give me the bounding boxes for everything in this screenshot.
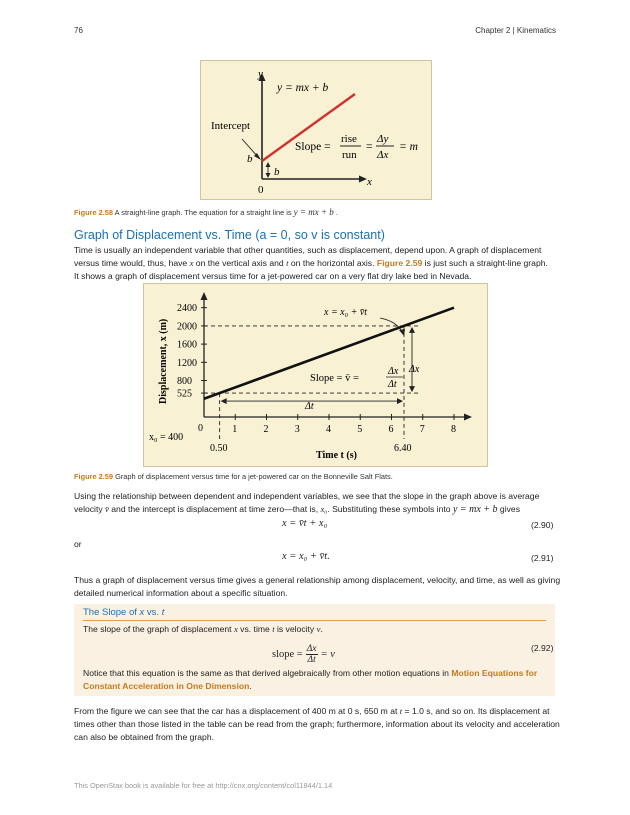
paragraph-line: It shows a graph of displacement versus time for a jet-powered car on a very flat dry lake bed in Nevada. (74, 271, 472, 281)
origin-label: 0 (258, 184, 264, 196)
delta-x-arrowhead-top (409, 327, 415, 333)
note-box (74, 604, 555, 696)
paragraph-line: Thus a graph of displacement versus time gives a general relationship among displacement, velocity, and time, as well as giving (74, 575, 561, 585)
figure-2-59 (143, 283, 488, 467)
line-equation: y = mx + b (277, 82, 329, 94)
figure-2-58 (200, 60, 432, 200)
delta-x-arrowhead-bottom (409, 386, 415, 392)
paragraph-line: can also be obtained from the graph. (74, 732, 214, 742)
caption-end: . (333, 208, 338, 217)
paragraph-line: versus time would, thus, have x on the vertical axis and t on the horizontal axis. Figure 2.59 is just such a straight-line graph. (74, 258, 548, 268)
line-graph-diagram (201, 61, 431, 199)
chart-delta-t-bottom: Δt (305, 401, 314, 412)
rise-label: rise (341, 133, 357, 145)
paragraph-line: Using the relationship between dependent and independent variables, we see that the slope in the graph above is average (74, 491, 540, 501)
y-tick-label: 1200 (177, 357, 197, 369)
section-title: Graph of Displacement vs. Time (a = 0, so v is constant) (74, 228, 385, 242)
x-tick-label: 4 (326, 424, 331, 435)
chart-t050-label: 0.50 (210, 443, 228, 454)
chart-x-axis-title: Time t (s) (316, 450, 357, 461)
chart-slope-dt: Δt (388, 379, 397, 390)
b-label-left: b (247, 153, 253, 165)
caption-figure-label: Figure 2.59 (74, 472, 114, 481)
paragraph-line: Time is usually an independent variable that other quantities, such as displacement, depend upon. A graph of displacement (74, 245, 542, 255)
m-label: = m (399, 141, 418, 153)
note-paragraph: Notice that this equation is the same as that derived algebraically from other motion equations in Motion Equations for Constant Acceleration in One Dimension. (83, 668, 538, 691)
chart-t640-label: 6.40 (394, 443, 412, 454)
note-line-1: The slope of the graph of displacement x vs. time t is velocity v. (83, 624, 323, 634)
y-tick-label: 800 (177, 376, 192, 388)
chart-y-axis-title: Displacement, x (m) (158, 318, 169, 404)
caption-figure-label: Figure 2.58 (74, 208, 114, 217)
equation-number-2-92: (2.92) (531, 643, 554, 653)
paragraph-line: velocity v̄ and the intercept is displacement at time zero—that is, x₀. Substituting these symbols into y = mx + b gives (74, 504, 520, 515)
figure-2-58-caption (74, 207, 338, 217)
note-divider (83, 620, 546, 621)
x-tick-label: 7 (419, 424, 425, 435)
y-tick-label: 2000 (177, 321, 197, 333)
paragraph-slope-intercept (74, 490, 574, 516)
paragraph-line: times other than those listed in the table can be read from the graph; furthermore, information about its velocity and acceleration (74, 719, 560, 729)
y-axis-label: y (258, 68, 263, 80)
paragraph-general-relationship (74, 574, 574, 600)
x-tick-label: 6 (388, 424, 394, 435)
chart-x0-label: x₀ = 400 (149, 432, 184, 443)
note-title: The Slope of x vs. t (83, 607, 165, 618)
equation-number-2-91: (2.91) (531, 553, 554, 563)
delta-t-arrowhead-left (221, 398, 227, 404)
or-text: or (74, 539, 82, 549)
chart-slope-dx: Δx (388, 366, 399, 377)
chart-slope-label: Slope = v̄ = (310, 373, 359, 384)
chart-line-equation: x = x₀ + v̄t (324, 307, 368, 318)
paragraph-line: detailed numerical information about a specific situation. (74, 588, 288, 598)
y-tick-label: 1600 (177, 339, 197, 351)
footer-text: This OpenStax book is available for free at http://cnx.org/content/col11844/1.14 (74, 781, 333, 790)
caption-text: Graph of displacement versus time for a jet-powered car on the Bonneville Salt Flats. (113, 472, 393, 481)
run-label: run (342, 149, 357, 161)
equation-2-91: x = x₀ + v̄t. (282, 551, 330, 562)
equation-2-92: slope = $\frac{\Delta x}{\Delta t}$ = v (272, 644, 335, 665)
figure-2-59-caption (74, 472, 393, 481)
caption-text: A straight-line graph. The equation for a straight line is (113, 208, 294, 217)
paragraph-reading-graph (74, 705, 574, 744)
intercept-label: Intercept (211, 120, 251, 132)
slope-label: Slope = (295, 141, 331, 153)
chart-delta-x-side: Δx (409, 364, 420, 375)
chart-origin-label: 0 (198, 423, 203, 434)
delta-t-arrowhead-right (397, 398, 403, 404)
x-tick-label: 3 (294, 424, 300, 435)
paragraph-line: From the figure we can see that the car has a displacement of 400 m at 0 s, 650 m at t = 1.0 s, and so on. Its displacement at (74, 706, 550, 716)
equation-2-90: x = v̄t + x₀ (282, 518, 328, 529)
paragraph-intro (74, 244, 574, 283)
delta-y-label: Δy (377, 133, 389, 145)
motion-equations-link[interactable]: Motion Equations for (451, 668, 538, 678)
caption-formula: y = mx + b (293, 207, 334, 217)
equals-sign: = (366, 141, 373, 153)
y-tick-label: 525 (177, 388, 192, 400)
chapter-title: Chapter 2 | Kinematics (475, 26, 556, 35)
figure-2-59-link[interactable]: Figure 2.59 (376, 258, 423, 268)
y-tick-label: 2400 (177, 303, 197, 315)
x-tick-label: 5 (357, 424, 363, 435)
displacement-time-chart (144, 284, 487, 466)
motion-equations-link-cont[interactable]: Constant Acceleration in One Dimension (83, 681, 250, 691)
b-label-right: b (274, 166, 280, 178)
x-tick-label: 8 (451, 424, 456, 435)
x-tick-label: 2 (263, 424, 269, 435)
page-number: 76 (74, 26, 83, 35)
delta-x-label: Δx (377, 149, 389, 161)
x-tick-label: 1 (232, 424, 238, 435)
displacement-line (204, 308, 454, 399)
x-axis-label: x (367, 176, 372, 188)
equation-number-2-90: (2.90) (531, 520, 554, 530)
